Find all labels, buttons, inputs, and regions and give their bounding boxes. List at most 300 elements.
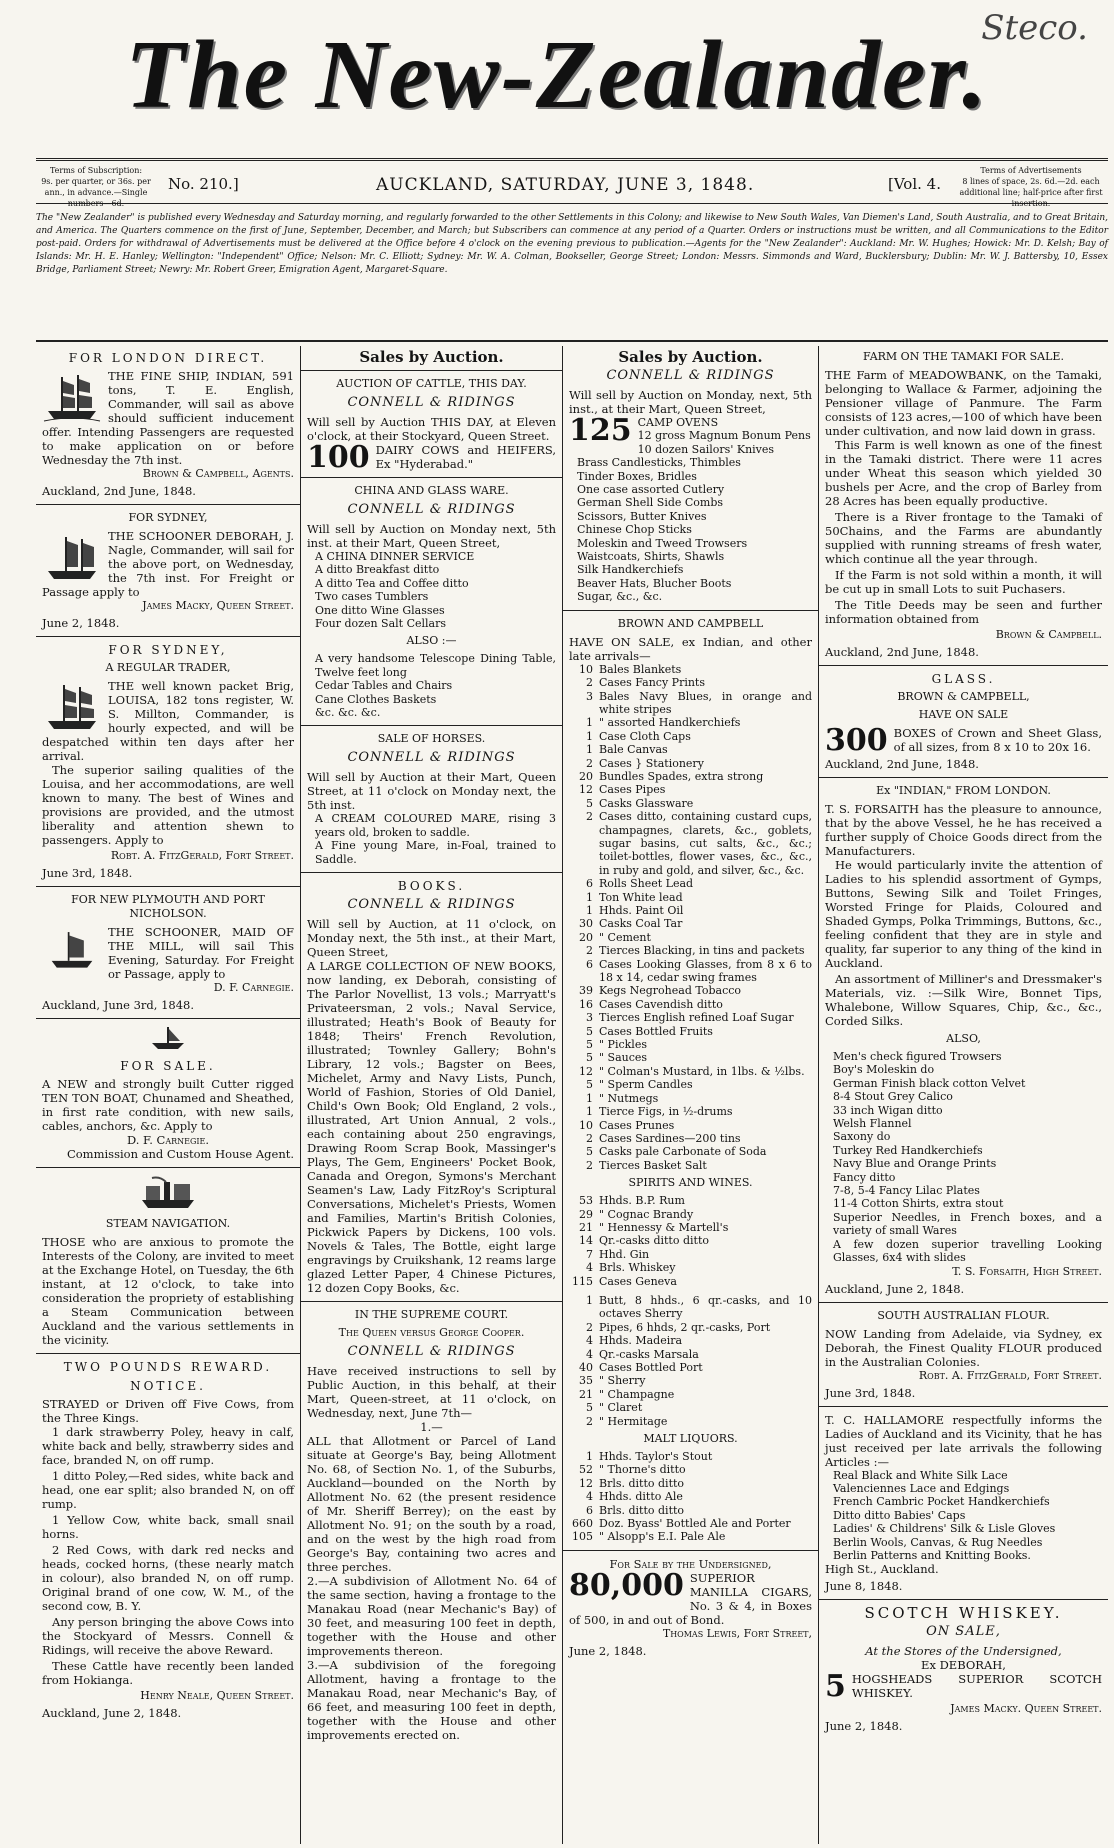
london-text: THE FINE SHIP, INDIAN, 591 tons, T. E. English, Commander, will sail as above should sufficient inducement offer. Intending Passengers are requested to make application on or before Wednesday the 7th inst. (42, 369, 294, 467)
farm-text: The Title Deeds may be seen and further information obtained from (825, 598, 1102, 626)
goods: Pipes, 6 hhds, 2 qr.-casks, Port (599, 1320, 771, 1334)
bc-list-row (569, 998, 812, 1011)
hallamore-address: High St., Auckland. (825, 1562, 939, 1577)
indian-heading: Ex "INDIAN," FROM LONDON. (876, 784, 1051, 797)
cattle-heading: AUCTION OF CATTLE, THIS DAY. (336, 377, 527, 390)
books-heading: BOOKS. (397, 879, 466, 894)
goods: Case Cloth Caps (599, 729, 691, 743)
quantity: 5 (586, 1038, 593, 1052)
court-heading: IN THE SUPREME COURT. (354, 1308, 509, 1322)
china-item: Four dozen Salt Cellars (315, 617, 446, 631)
glass-text: BOXES of Crown and Sheet Glass, of all sizes, from 8 x 10 to 20x 16. (893, 726, 1102, 754)
quantity: 6 (586, 957, 593, 971)
goods: " Colman's Mustard, in 1lbs. & ½lbs. (599, 1064, 805, 1078)
quantity: 3 (586, 1011, 593, 1025)
plymouth-heading: FOR NEW PLYMOUTH AND PORT NICHOLSON. (71, 893, 265, 920)
indian-item: Men's check figured Trowsers (833, 1050, 1002, 1063)
goods: " Sherry (599, 1374, 646, 1388)
quantity: 1 (586, 743, 593, 757)
boat-icon-wrap (42, 1025, 294, 1054)
glass-lot (825, 723, 1102, 758)
reward-text: 2 Red Cows, with dark red necks and heads, cocked horns, (these nearly match in colour), also branded N, on off rump. Original brand of one cow, W. M., of the second cow, B. Y. (42, 1543, 294, 1613)
goods: " Cognac Brandy (599, 1207, 694, 1221)
horses-heading: SALE OF HORSES. (377, 732, 486, 746)
goods: Cases ditto, containing custard cups, champagnes, clarets, &c., goblets, sugar basins, cut salts, &c., &c.; toilet-bottles, flower vases, &c., &c., in ruby and gold, and silver, &c., &c. (599, 810, 812, 877)
divider (819, 777, 1108, 778)
quantity: 2 (586, 1158, 593, 1172)
court-case: The Queen versus George Cooper. (338, 1326, 525, 1340)
auction-item: One case assorted Cutlery (577, 483, 725, 497)
goods: Hhds. B.P. Rum (599, 1194, 685, 1208)
auction-item: Brass Candlesticks, Thimbles (577, 456, 741, 470)
steamer-icon (138, 1174, 198, 1210)
goods: Cases Sardines—200 tins (599, 1131, 741, 1145)
quantity: 39 (579, 984, 593, 998)
goods: " Alsopp's E.I. Pale Ale (599, 1530, 726, 1544)
goods: Casks Glassware (599, 796, 694, 810)
farm-sign: Brown & Campbell. (995, 628, 1102, 641)
auction-item: German Shell Side Combs (577, 496, 724, 510)
spirits-row (569, 1275, 812, 1288)
indian-text: T. S. FORSAITH has the pleasure to announce, that by the above Vessel, he he has received a further supply of Choice Goods direct from the Manufacturers. (825, 802, 1102, 858)
indian-item: Fancy ditto (833, 1170, 896, 1184)
indian-item: 11-4 Cotton Shirts, extra stout (833, 1197, 1004, 1211)
china-item: Two cases Tumblers (315, 590, 429, 604)
goods: Doz. Byass' Bottled Ale and Porter (599, 1517, 791, 1531)
horse-item: A CREAM COLOURED MARE, rising 3 years old, broken to saddle. (315, 812, 556, 839)
bc-list-row (569, 663, 812, 676)
china-item: A CHINA DINNER SERVICE (315, 550, 475, 563)
goods: Bales Navy Blues, in orange and white stripes (599, 689, 812, 716)
quantity: 20 (579, 769, 593, 783)
steam-heading: STEAM NAVIGATION. (105, 1217, 231, 1230)
divider (36, 1018, 300, 1019)
divider (301, 872, 562, 873)
adv-head: Terms of Advertisements (980, 166, 1082, 175)
whisky-sign: James Macky. Queen Street. (950, 1702, 1102, 1716)
subscription-head: Terms of Subscription: (49, 166, 143, 175)
auction-item: Scissors, Butter Knives (577, 509, 707, 523)
hallamore-text: T. C. HALLAMORE respectfully informs the Ladies of Auckland and its Vicinity, that he has just received per late arrivals the following Articles :— (825, 1412, 1102, 1469)
divider (301, 1301, 562, 1302)
goods: " Nutmegs (599, 1091, 659, 1105)
sale-sign: D. F. Carnegie. (126, 1133, 210, 1147)
auctioneer-name: CONNELL & RIDINGS (347, 750, 516, 766)
spirits-row (569, 1194, 812, 1207)
london-heading: FOR LONDON DIRECT. (68, 351, 268, 365)
cigar-sign: Thomas Lewis, Fort Street, (662, 1626, 812, 1640)
indian-also: ALSO, (946, 1032, 981, 1045)
whisky-sub3: Ex DEBORAH, (921, 1658, 1006, 1673)
wine-row (569, 1415, 812, 1428)
bc-list-row (569, 1132, 812, 1145)
quantity: 2 (586, 810, 593, 824)
auction-item: Sugar, &c., &c. (577, 590, 663, 604)
malt-row (569, 1504, 812, 1517)
horse-item: A Fine young Mare, in-Foal, trained to Saddle. (315, 839, 556, 866)
sydney2-heading: FOR SYDNEY, (108, 643, 228, 657)
cigar-heading: For Sale by the Undersigned, (609, 1556, 772, 1571)
indian-item: Navy Blue and Orange Prints (833, 1157, 997, 1171)
sydney2-text2: The superior sailing qualities of the Louisa, and her accommodations, are well known to many. The best of Wines and provisions are provided, and the utmost liberality and attention shewn to passengers. Apply to (42, 763, 294, 847)
whisky-sub1: ON SALE, (926, 1624, 1001, 1640)
volume-number: [Vol. 4. (888, 175, 941, 193)
china-item: Cane Clothes Baskets (315, 692, 437, 706)
goods: Tierces English refined Loaf Sugar (599, 1011, 794, 1025)
hallamore-date: June 8, 1848. (825, 1579, 903, 1594)
goods: Qr.-casks Marsala (599, 1347, 699, 1361)
quantity: 4 (586, 1490, 593, 1504)
divider (36, 504, 300, 505)
indian-item: 33 inch Wigan ditto (833, 1103, 943, 1117)
spirits-row (569, 1221, 812, 1234)
cigar-lot (569, 1567, 812, 1627)
goods: Hhds. Paint Oil (599, 904, 684, 917)
wine-row (569, 1401, 812, 1414)
reward-text: 1 Yellow Cow, white back, small snail horns. (42, 1513, 294, 1541)
goods: Brls. ditto ditto (599, 1476, 685, 1490)
goods: Cases Looking Glasses, from 8 x 6 to 18 x 14, cedar swing frames (599, 957, 812, 985)
column-4 (818, 346, 1108, 1844)
bc-list-row (569, 810, 812, 877)
quantity: 6 (586, 1503, 593, 1517)
masthead-title: The New-Zealander. (125, 21, 989, 129)
auctioneer-name: CONNELL & RIDINGS (347, 897, 516, 913)
indian-text: He would particularly invite the attention of Ladies to his splendid assortment of Gymps, Buttons, Sewing Silk and Toilet Fringes, Worsted Fringe for Plaids, Coloured and Shaded Gymps, Polka Trimmings, Buttons, &c., feeling confident that they are in style and quality, far superior to any thing of the kind in Auckland. (825, 858, 1102, 970)
goods: " Hennessy & Martell's (599, 1220, 729, 1234)
ship-icon (42, 371, 102, 423)
goods: " Cement (599, 930, 651, 944)
bc-list-row (569, 676, 812, 689)
bc-list-row (569, 783, 812, 796)
quantity: 4 (586, 1261, 593, 1275)
bc-list-row (569, 757, 812, 770)
plymouth-date: Auckland, June 3rd, 1848. (42, 998, 195, 1012)
subscription-terms (36, 165, 156, 209)
china-heading: CHINA AND GLASS WARE. (354, 484, 509, 497)
divider (819, 1599, 1108, 1600)
divider (36, 1353, 300, 1354)
bc-list-row (569, 1038, 812, 1051)
court-lot-number: 1.— (420, 1420, 443, 1435)
cattle-number: 100 (307, 440, 370, 475)
goods: Rolls Sheet Lead (599, 877, 694, 891)
auctioneer-name: CONNELL & RIDINGS (347, 395, 516, 410)
auction-item: Tinder Boxes, Bridles (577, 469, 697, 483)
reward-sign: Henry Neale, Queen Street. (140, 1689, 294, 1702)
sydney1-ad (42, 529, 294, 599)
quantity: 2 (586, 676, 593, 690)
indian-date: Auckland, June 2, 1848. (825, 1281, 965, 1296)
auctioneer-name: CONNELL & RIDINGS (347, 1344, 516, 1360)
reward-heading: TWO POUNDS REWARD. (63, 1360, 273, 1374)
spirits-row (569, 1208, 812, 1221)
glass-subheading: BROWN & CAMPBELL, (897, 690, 1030, 703)
auction-item: Beaver Hats, Blucher Boots (577, 576, 732, 590)
bc-list-row (569, 1145, 812, 1158)
indian-item: Boy's Moleskin do (833, 1063, 935, 1077)
bc-list-row (569, 797, 812, 810)
issue-number: No. 210.] (168, 175, 239, 193)
quantity: 5 (586, 796, 593, 810)
spirits-heading: SPIRITS AND WINES. (628, 1176, 753, 1190)
indian-text: An assortment of Milliner's and Dressmaker's Materials, viz. :—Silk Wire, Bonnet Tips, Whalebone, Willow Squares, Chip, &c., &c., Corded Silks. (825, 972, 1102, 1028)
malt-row (569, 1530, 812, 1543)
goods: Cases Bottled Fruits (599, 1024, 713, 1038)
quantity: 5 (586, 1401, 593, 1415)
quantity: 12 (579, 1064, 593, 1078)
cattle-lot (307, 440, 556, 475)
auction-heading: Sales by Auction. (618, 348, 763, 366)
quantity: 2 (586, 1414, 593, 1428)
adv-text: 8 lines of space, 2s. 6d.—2d. each additional line; half-price after first insertion. (959, 177, 1103, 208)
quantity: 40 (579, 1361, 593, 1374)
quantity: 4 (586, 1347, 593, 1361)
auctioneer-name: CONNELL & RIDINGS (606, 368, 775, 383)
goods: Bales Blankets (599, 662, 682, 676)
cigar-text: SUPERIOR MANILLA CIGARS, No. 3 & 4, in Boxes of 500, in and out of Bond. (569, 1570, 812, 1627)
goods: Cases Bottled Port (599, 1361, 703, 1374)
bc-list-row (569, 690, 812, 717)
goods: Hhds. Madeira (599, 1334, 683, 1348)
auction-item: Waistcoats, Shirts, Shawls (577, 550, 725, 564)
bc-list-row (569, 1119, 812, 1132)
quantity: 2 (586, 756, 593, 770)
sydney1-date: June 2, 1848. (42, 616, 120, 630)
bc-list-row (569, 917, 812, 930)
cattle-text: Will sell by Auction THIS DAY, at Eleven o'clock, at their Stockyard, Queen Street. (307, 415, 556, 443)
ship-icon (42, 927, 102, 971)
quantity: 5 (586, 1145, 593, 1159)
court-text: Have received instructions to sell by Public Auction, in this behalf, at their Mart, Queen-street, at 11 o'clock, on Wednesday, next, June 7th— (307, 1364, 556, 1421)
farm-text: If the Farm is not sold within a month, it will be cut up in small Lots to suit Puchasers. (825, 568, 1102, 596)
reward-text: These Cattle have recently been landed from Hokianga. (42, 1659, 294, 1687)
sydney1-text: THE SCHOONER DEBORAH, J. Nagle, Commander, will sail for the above port, on Wednesday, the 7th inst. For Freight or Passage apply to (42, 529, 294, 599)
flour-text: NOW Landing from Adelaide, via Sydney, ex Deborah, the Finest Quality FLOUR produced in the Australian Colonies. (825, 1326, 1102, 1369)
goods: Butt, 8 hhds., 6 qr.-casks, and 10 octaves Sherry (599, 1293, 812, 1321)
horses-list (307, 812, 556, 866)
farm-text: THE Farm of MEADOWBANK, on the Tamaki, belonging to Wallace & Farmer, adjoining the Pensioner village of Panmure. The Farm consists of 123 acres,—100 of which have been under cultivation, and now laid down in grass. (825, 368, 1102, 438)
ship-icon (42, 531, 102, 583)
goods: Brls. Whiskey (599, 1261, 676, 1275)
wine-row (569, 1374, 812, 1387)
goods: " Sauces (599, 1051, 648, 1065)
bc-intro: HAVE ON SALE, ex Indian, and other late arrivals— (569, 634, 812, 663)
issue-date: AUCKLAND, SATURDAY, JUNE 3, 1848. (376, 175, 755, 195)
bc-list-row (569, 891, 812, 904)
quantity: 1 (586, 1450, 593, 1464)
indian-item: Turkey Red Handkerchiefs (833, 1143, 983, 1157)
wine-list (569, 1294, 812, 1428)
china-item: Cedar Tables and Chairs (315, 679, 453, 693)
goods: Cases Prunes (599, 1118, 675, 1132)
divider (36, 886, 300, 887)
london-ad (42, 369, 294, 467)
goods: Cases } Stationery (599, 756, 704, 770)
goods: Casks Coal Tar (599, 917, 683, 931)
london-date: Auckland, 2nd June, 1848. (42, 484, 196, 498)
reward-date: Auckland, June 2, 1848. (42, 1706, 182, 1720)
goods: Qr.-casks ditto ditto (599, 1234, 709, 1248)
quantity: 3 (586, 689, 593, 703)
quantity: 14 (579, 1234, 593, 1248)
spirits-list (569, 1194, 812, 1288)
horses-text: Will sell by Auction at their Mart, Queen Street, at 11 o'clock on Monday next, the 5th inst. (307, 770, 556, 813)
farm-text: This Farm is well known as one of the finest in the Tamaki district. There were 11 acres under Wheat this season which yielded 30 bushels per Acre, and the crop of Barley from 28 Acres has been equally productive. (825, 438, 1102, 508)
china-item: A very handsome Telescope Dining Table, Twelve feet long (315, 652, 556, 679)
hallamore-item: Valenciennes Lace and Edgings (833, 1481, 1010, 1495)
lot-number: 125 (569, 413, 632, 448)
bc-list-row (569, 1051, 812, 1064)
subscription-text: 9s. per quarter, or 36s. per ann., in advance.—Single numbers—6d. (41, 177, 151, 208)
sale-sign2: Commission and Custom House Agent. (66, 1147, 294, 1161)
goods: " Sperm Candles (599, 1078, 693, 1092)
flour-date: June 3rd, 1848. (825, 1385, 916, 1400)
quantity: 10 (579, 1118, 593, 1132)
auctioneer-name: CONNELL & RIDINGS (347, 502, 516, 517)
bc-list-row (569, 770, 812, 783)
spirits-row (569, 1234, 812, 1247)
publication-notice (36, 208, 1108, 342)
bc-heading: BROWN AND CAMPBELL (617, 616, 764, 630)
indian-sign: T. S. Forsaith, High Street. (952, 1264, 1102, 1278)
divider (301, 725, 562, 726)
reward-text: Any person bringing the above Cows into the Stockyard of Messrs. Connell & Ridings, will receive the above Reward. (42, 1615, 294, 1657)
steam-text: THOSE who are anxious to promote the Interests of the Colony, are invited to meet at the Exchange Hotel, on Tuesday, the 6th instant, at 12 o'clock, to take into consideration the propriety of establishing a Steam Communication between Auckland and the various settlements in the vicinity. (42, 1235, 294, 1347)
goods: Tierce Figs, in ½-drums (599, 1105, 733, 1119)
indian-item: Superior Needles, in French boxes, and a variety of small Wares (833, 1210, 1102, 1238)
hallamore-list (825, 1469, 1102, 1563)
bc-list-row (569, 1011, 812, 1024)
notice-text: The "New Zealander" is published every Wednesday and Saturday morning, and regularly forwarded to the other Settlements in this Colony; and likewise to New South Wales, Van Diemen's Land, South Australia, and to Great Britain, and America. The Quarters commence on the first of June, September, December, and March; but Subscribers can commence at any period of a Quarter. Orders or instructions must be written, and all Communications to the Editor post-paid. Orders for withdrawal of Advertisements must be delivered at the Office before 4 o'clock on the evening previous to publication.—Agents for the "New Zealander": Auckland: Mr. W. Hughes; Howick: Mr. D. Kelsh; Bay of Islands: Mr. H. E. Hanley; Wellington: "Independent" Office; Nelson: Mr. C. Elliott; Sydney: Mr. W. A. Colman, Bookseller, George Street; London: Messrs. Simmonds and Ward, Bucklersbury; Dublin: Mr. W. J. Battersby, 10, Essex Bridge, Parliament Street; Newry: Mr. Robert Greer, Emigration Agent, Margaret-Square. (36, 213, 1108, 275)
divider (563, 610, 818, 611)
quantity: 6 (586, 877, 593, 891)
goods: Hhds. ditto Ale (599, 1490, 683, 1504)
china-item: One ditto Wine Glasses (315, 603, 445, 617)
goods: " assorted Handkerchiefs (599, 716, 741, 730)
column-1 (36, 346, 300, 1844)
quantity: 105 (572, 1530, 593, 1544)
china-also: ALSO :— (406, 634, 457, 648)
goods: Tierces Blacking, in tins and packets (599, 944, 805, 958)
goods: " Champagne (599, 1387, 675, 1401)
quantity: 660 (572, 1517, 593, 1531)
quantity: 5 (586, 1024, 593, 1038)
goods: Brls. ditto ditto (599, 1503, 685, 1517)
divider (36, 1167, 300, 1168)
auction-item: Chinese Chop Sticks (577, 523, 692, 537)
hallamore-item: Ladies' & Childrens' Silk & Lisle Gloves (833, 1522, 1056, 1536)
goods: Tierces Basket Salt (599, 1158, 707, 1172)
goods: Hhds. Taylor's Stout (599, 1450, 713, 1464)
wine-row (569, 1361, 812, 1374)
divider (819, 1406, 1108, 1407)
quantity: 5 (586, 1078, 593, 1092)
quantity: 16 (579, 997, 593, 1011)
sydney1-heading: FOR SYDNEY, (128, 511, 208, 524)
divider (301, 477, 562, 478)
auction-heading: Sales by Auction. (359, 348, 504, 366)
bc-list-row (569, 958, 812, 985)
auction-item: 12 gross Magnum Bonum Pens (637, 429, 811, 443)
hallamore-item: Real Black and White Silk Lace (833, 1468, 1008, 1482)
divider (301, 370, 562, 371)
indian-item: A few dozen superior travelling Looking Glasses, 6x4 with slides (833, 1237, 1102, 1265)
china-list (307, 550, 556, 630)
china-item: A ditto Breakfast ditto (315, 563, 440, 577)
quantity: 12 (579, 783, 593, 797)
indian-item: German Finish black cotton Velvet (833, 1076, 1026, 1090)
london-sign: Brown & Campbell, Agents. (142, 467, 294, 480)
sydney2-ad (42, 679, 294, 763)
sydney2-subheading: A REGULAR TRADER, (105, 661, 231, 674)
quantity: 30 (579, 917, 593, 931)
auction-item: Moleskin and Tweed Trowsers (577, 536, 748, 550)
indian-list (825, 1050, 1102, 1265)
boat-icon (148, 1025, 188, 1051)
spirits-row (569, 1248, 812, 1261)
quantity: 21 (579, 1387, 593, 1401)
goods: " Pickles (599, 1038, 647, 1052)
divider (36, 636, 300, 637)
hallamore-item: French Cambric Pocket Handkerchiefs (833, 1495, 1050, 1509)
goods: Cases Geneva (599, 1274, 677, 1288)
whisky-number: 5 (825, 1669, 846, 1705)
bc-list-row (569, 1159, 812, 1172)
quantity: 53 (579, 1194, 593, 1208)
wine-row (569, 1321, 812, 1334)
malt-row (569, 1450, 812, 1463)
wine-row (569, 1388, 812, 1401)
cattle-item: DAIRY COWS and HEIFERS, Ex "Hyderabad." (375, 443, 556, 471)
quantity: 1 (586, 729, 593, 743)
bc-list (569, 663, 812, 1172)
quantity: 35 (579, 1374, 593, 1388)
sydney2-date: June 3rd, 1848. (42, 866, 133, 880)
farm-text: There is a River frontage to the Tamaki of 50Chains, and the Farms are abundantly supplied with running streams of fresh water, which continue all the year through. (825, 510, 1102, 566)
indian-item: Welsh Flannel (833, 1117, 912, 1131)
china-list2 (307, 652, 556, 719)
whisky-sub2: At the Stores of the Undersigned, (865, 1644, 1062, 1659)
camp-ovens-lot (569, 413, 812, 604)
quantity: 1 (586, 1105, 593, 1119)
quantity: 7 (586, 1247, 593, 1261)
whisky-date: June 2, 1848. (825, 1719, 903, 1734)
court-lot2-text: 2.—A subdivision of Allotment No. 64 of the same section, having a frontage to the Manakau Road (near Mechanic's Bay) of 30 feet, and measuring 100 feet in depth, together with the House and other improvements thereon. (307, 1574, 556, 1659)
plymouth-sign: D. F. Carnegie. (213, 981, 294, 994)
bc-list-row (569, 1105, 812, 1118)
column-3 (562, 346, 818, 1844)
sydney1-sign: James Macky, Queen Street. (142, 599, 294, 612)
sale-heading: FOR SALE. (120, 1059, 216, 1073)
plymouth-ad (42, 925, 294, 981)
china-text: Will sell by Auction on Monday next, 5th inst. at their Mart, Queen Street, (307, 522, 556, 550)
glass-subheading2: HAVE ON SALE (918, 708, 1009, 721)
quantity: 21 (579, 1220, 593, 1234)
sydney2-sign: Robt. A. FitzGerald, Fort Street. (110, 849, 294, 862)
hallamore-item: Berlin Patterns and Knitting Books. (833, 1548, 1031, 1562)
cigar-date: June 2, 1848. (569, 1643, 647, 1658)
quantity: 10 (579, 662, 593, 676)
cigar-number: 80,000 (569, 1567, 684, 1603)
glass-heading: GLASS. (931, 672, 996, 686)
malt-row (569, 1490, 812, 1503)
china-item: &c. &c. &c. (315, 706, 381, 720)
goods: Cases Fancy Prints (599, 676, 705, 690)
goods: Hhd. Gin (599, 1247, 650, 1261)
flour-heading: SOUTH AUSTRALIAN FLOUR. (877, 1308, 1050, 1322)
quantity: 1 (586, 1293, 593, 1307)
